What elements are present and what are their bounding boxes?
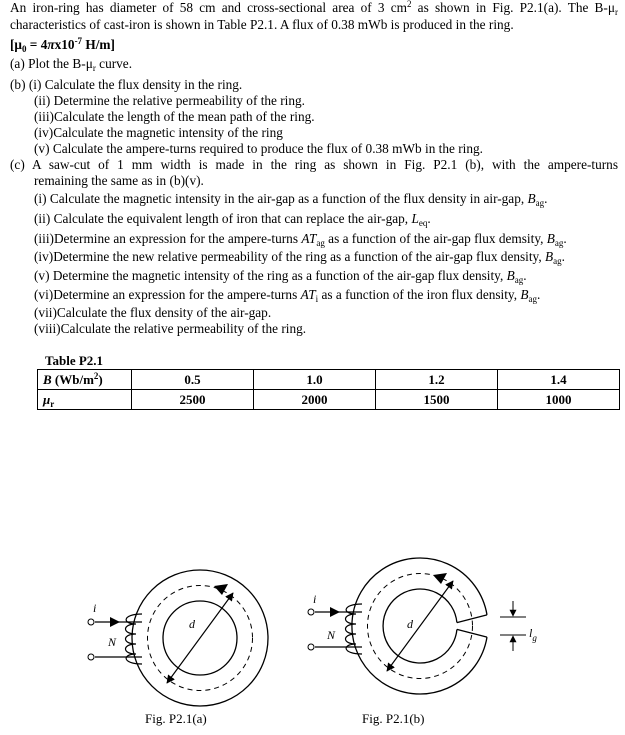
b-value-3: 1.2 (376, 370, 498, 390)
part-a: (a) Plot the $B-\mu_r$ curve. (10, 56, 133, 73)
terminal-bottom-a (88, 654, 94, 660)
label-i-b: i (313, 592, 317, 606)
figure-b (308, 558, 537, 694)
mu-value-1: 2500 (132, 390, 254, 410)
b-value-4: 1.4 (498, 370, 620, 390)
part-b-iv: (iv)Calculate the magnetic intensity of the ring (34, 125, 283, 140)
part-b-v: (v) Calculate the ampere-turns required to produce the flux of 0.38 mWb in the ring. (34, 141, 483, 156)
label-d-a: d (189, 617, 195, 631)
part-c-vi: (vi)Determine an expression for the ampere-turns $AT_i$ as a function of the iron flux density, $B_{ag}$. (34, 287, 541, 304)
label-lg: $l_g$ (529, 626, 537, 643)
label-d-b: d (407, 617, 413, 631)
row-label-b: B $(Wb/m^2)$ (38, 370, 132, 390)
mu-value-4: 1000 (498, 390, 620, 410)
part-c-head-2: remaining the same as in (b)(v). (34, 173, 204, 188)
mu-value-2: 2000 (254, 390, 376, 410)
part-b-iii: (iii)Calculate the length of the mean path of the ring. (34, 109, 315, 124)
intro-line-1: An iron-ring has diameter of 58 cm and cross-sectional area of 3 $cm^2$ as shown in Fig. P2.1(a). The $B-\mu_r$ (10, 0, 618, 17)
current-arrow-a (110, 617, 120, 627)
row-label-mu: $\mu_r$ (38, 390, 132, 410)
flux-arrow-b (433, 573, 447, 584)
b-value-1: 0.5 (132, 370, 254, 390)
part-c-viii: (viii)Calculate the relative permeability of the ring. (34, 321, 307, 336)
b-value-2: 1.0 (254, 370, 376, 390)
part-c-head: (c) A saw-cut of 1 mm width is made in the ring as shown in Fig. P2.1 (b), with the ampere-turns (10, 157, 618, 172)
part-c-iii: (iii)Determine an expression for the ampere-turns $AT_{ag}$ as a function of the air-gap flux demsity, $B_{ag}$. (34, 231, 567, 248)
intro-line-2: characteristics of cast-iron is shown in Table P2.1. A flux of 0.38 mWb is produced in the ring. (10, 17, 514, 32)
part-c-i: (i) Calculate the magnetic intensity in the air-gap as a function of the flux density in air-gap, $B_{ag}$. (34, 191, 548, 208)
caption-fig-a: Fig. P2.1(a) (145, 711, 207, 726)
mu-value-3: 1500 (376, 390, 498, 410)
flux-arrow-a (214, 584, 228, 595)
terminal-top-a (88, 619, 94, 625)
table-caption: Table P2.1 (45, 353, 104, 368)
diameter-a (167, 593, 233, 683)
caption-fig-b: Fig. P2.1(b) (362, 711, 425, 726)
label-n-a: N (108, 635, 117, 649)
current-arrow-b (330, 607, 340, 617)
label-n-b: N (327, 628, 336, 642)
part-c-iv: (iv)Determine the new relative permeability of the ring as a function of the air-gap flux density, $B_{ag}$. (34, 249, 565, 266)
part-c-ii: (ii) Calculate the equivalent length of iron that can replace the air-gap, $L_{eq}$. (34, 211, 431, 228)
figure-a (88, 570, 268, 706)
mu0-constant: [$\mu_0 = 4\pi x10^{-7}$ H/m] (10, 36, 115, 54)
terminal-top-b (308, 609, 314, 615)
part-c-vii: (vii)Calculate the flux density of the air-gap. (34, 305, 272, 320)
terminal-bottom-b (308, 644, 314, 650)
part-c-v: (v) Determine the magnetic intensity of the ring as a function of the air-gap flux density, $B_{ag}$. (34, 268, 527, 285)
part-b-ii: (ii) Determine the relative permeability of the ring. (34, 93, 306, 108)
part-b-i: (b) (i) Calculate the flux density in the ring. (10, 77, 243, 92)
diameter-b (387, 581, 453, 671)
label-i-a: i (93, 601, 97, 615)
